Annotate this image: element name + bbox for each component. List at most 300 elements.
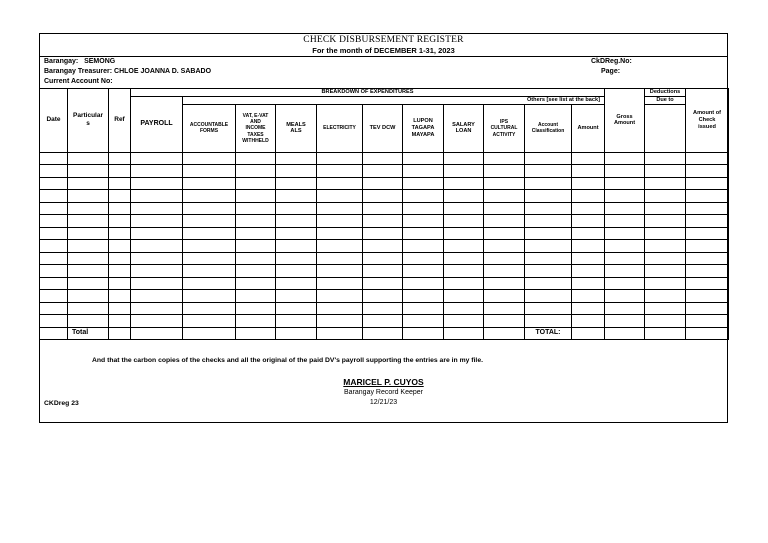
table-cell <box>444 152 484 165</box>
table-cell <box>236 240 276 253</box>
col-payroll-header: PAYROLL <box>131 96 183 152</box>
col-salary-loan-header: SALARY LOAN <box>444 104 484 152</box>
table-cell <box>605 190 645 203</box>
table-cell <box>183 252 236 265</box>
table-cell <box>40 277 68 290</box>
table-cell <box>183 177 236 190</box>
table-cell <box>484 265 525 278</box>
table-cell <box>605 202 645 215</box>
table-cell <box>645 277 686 290</box>
table-cell <box>363 277 403 290</box>
table-cell <box>444 190 484 203</box>
table-row <box>40 252 729 265</box>
table-cell <box>109 277 131 290</box>
table-cell <box>109 290 131 303</box>
table-cell <box>68 265 109 278</box>
table-cell <box>363 202 403 215</box>
table-cell <box>686 315 729 328</box>
table-cell <box>183 290 236 303</box>
table-cell <box>484 165 525 178</box>
table-cell <box>572 302 605 315</box>
total-cell <box>317 327 363 340</box>
table-cell <box>131 177 183 190</box>
table-cell <box>363 252 403 265</box>
table-cell <box>484 152 525 165</box>
table-cell <box>444 215 484 228</box>
table-cell <box>572 152 605 165</box>
table-cell <box>40 202 68 215</box>
table-cell <box>525 202 572 215</box>
table-cell <box>686 302 729 315</box>
col-vat-header: VAT, E-VAT AND INCOME TAXES WITHHELD <box>236 104 276 152</box>
table-cell <box>645 290 686 303</box>
table-cell <box>525 240 572 253</box>
table-cell <box>363 152 403 165</box>
table-cell <box>183 315 236 328</box>
table-cell <box>131 302 183 315</box>
due-to-header: Due to <box>645 96 686 104</box>
table-cell <box>444 265 484 278</box>
table-cell <box>317 152 363 165</box>
table-cell <box>484 252 525 265</box>
table-cell <box>686 265 729 278</box>
table-cell <box>572 277 605 290</box>
table-cell <box>68 302 109 315</box>
table-cell <box>363 227 403 240</box>
total-label: Total <box>68 327 109 340</box>
table-cell <box>484 277 525 290</box>
table-cell <box>40 252 68 265</box>
table-cell <box>572 165 605 178</box>
table-cell <box>686 227 729 240</box>
table-cell <box>317 190 363 203</box>
table-cell <box>317 290 363 303</box>
table-row <box>40 227 729 240</box>
table-cell <box>403 165 444 178</box>
table-cell <box>109 265 131 278</box>
table-cell <box>40 265 68 278</box>
table-cell <box>363 165 403 178</box>
table-cell <box>276 290 317 303</box>
table-cell <box>444 302 484 315</box>
total-cell <box>605 327 645 340</box>
table-cell <box>403 290 444 303</box>
table-cell <box>317 315 363 328</box>
table-cell <box>403 302 444 315</box>
table-cell <box>131 240 183 253</box>
table-cell <box>236 290 276 303</box>
table-cell <box>68 202 109 215</box>
table-cell <box>525 177 572 190</box>
table-cell <box>605 290 645 303</box>
table-cell <box>131 190 183 203</box>
table-cell <box>236 252 276 265</box>
table-cell <box>40 177 68 190</box>
col-account-classification-header: Account Classification <box>525 104 572 152</box>
table-cell <box>605 265 645 278</box>
total-cell <box>403 327 444 340</box>
table-cell <box>236 202 276 215</box>
table-row <box>40 215 729 228</box>
table-cell <box>686 215 729 228</box>
table-row <box>40 265 729 278</box>
table-cell <box>572 290 605 303</box>
others-header: Others [see list at the back] <box>183 96 605 104</box>
table-cell <box>572 315 605 328</box>
total-cell <box>444 327 484 340</box>
table-cell <box>525 227 572 240</box>
table-cell <box>68 240 109 253</box>
table-cell <box>444 240 484 253</box>
table-cell <box>605 227 645 240</box>
ckdreg-no-label: CkDReg.No: <box>591 58 632 65</box>
col-ref-header: Ref <box>109 89 131 153</box>
table-cell <box>40 190 68 203</box>
table-cell <box>68 252 109 265</box>
table-cell <box>317 252 363 265</box>
table-cell <box>317 265 363 278</box>
table-cell <box>317 177 363 190</box>
total-cell <box>645 327 686 340</box>
current-account-label: Current Account No: <box>44 78 113 85</box>
table-cell <box>363 315 403 328</box>
table-cell <box>317 215 363 228</box>
table-cell <box>40 227 68 240</box>
total-cell <box>236 327 276 340</box>
table-cell <box>109 165 131 178</box>
table-cell <box>605 165 645 178</box>
table-cell <box>572 215 605 228</box>
table-cell <box>686 290 729 303</box>
col-due-to-blank <box>645 104 686 152</box>
table-cell <box>403 177 444 190</box>
table-cell <box>276 252 317 265</box>
signature-date: 12/21/23 <box>369 399 398 406</box>
table-cell <box>363 302 403 315</box>
table-cell <box>276 215 317 228</box>
table-cell <box>484 227 525 240</box>
table-cell <box>363 190 403 203</box>
table-cell <box>183 265 236 278</box>
table-cell <box>363 177 403 190</box>
table-cell <box>131 277 183 290</box>
table-cell <box>109 177 131 190</box>
table-row <box>40 290 729 303</box>
total-cell <box>363 327 403 340</box>
table-cell <box>686 152 729 165</box>
table-cell <box>484 315 525 328</box>
table-cell <box>317 165 363 178</box>
total-cell <box>109 327 131 340</box>
table-cell <box>444 252 484 265</box>
table-row <box>40 277 729 290</box>
table-cell <box>183 152 236 165</box>
table-cell <box>68 190 109 203</box>
table-cell <box>403 202 444 215</box>
treasurer-label: Barangay Treasurer: <box>44 68 113 75</box>
table-row <box>40 190 729 203</box>
table-cell <box>40 215 68 228</box>
table-cell <box>131 265 183 278</box>
table-cell <box>131 152 183 165</box>
table-cell <box>484 177 525 190</box>
table-cell <box>276 190 317 203</box>
table-cell <box>686 252 729 265</box>
table-cell <box>236 227 276 240</box>
barangay-value: SEMONG <box>84 58 116 65</box>
table-cell <box>605 302 645 315</box>
table-cell <box>276 315 317 328</box>
table-cell <box>109 240 131 253</box>
table-row <box>40 165 729 178</box>
table-cell <box>525 252 572 265</box>
table-cell <box>236 265 276 278</box>
table-cell <box>444 165 484 178</box>
table-cell <box>40 302 68 315</box>
table-cell <box>605 240 645 253</box>
table-cell <box>525 165 572 178</box>
table-cell <box>183 190 236 203</box>
table-cell <box>525 215 572 228</box>
table-cell <box>276 240 317 253</box>
col-particulars-header: Particular s <box>68 89 109 153</box>
treasurer-line <box>44 68 211 75</box>
table-cell <box>40 290 68 303</box>
table-cell <box>686 240 729 253</box>
table-cell <box>109 302 131 315</box>
table-cell <box>645 240 686 253</box>
signatory-title: Barangay Record Keeper <box>344 389 423 396</box>
register-period: For the month of DECEMBER 1-31, 2023 <box>312 46 455 55</box>
table-cell <box>572 202 605 215</box>
table-cell <box>645 302 686 315</box>
table-cell <box>645 152 686 165</box>
table-row <box>40 302 729 315</box>
table-cell <box>645 215 686 228</box>
table-cell <box>444 202 484 215</box>
table-cell <box>686 190 729 203</box>
table-cell <box>109 315 131 328</box>
table-cell <box>183 302 236 315</box>
table-cell <box>645 165 686 178</box>
table-cell <box>236 215 276 228</box>
table-cell <box>645 202 686 215</box>
table-cell <box>363 290 403 303</box>
table-cell <box>276 227 317 240</box>
table-row <box>40 177 729 190</box>
table-cell <box>444 315 484 328</box>
table-cell <box>572 190 605 203</box>
table-cell <box>236 190 276 203</box>
table-cell <box>131 290 183 303</box>
table-cell <box>68 315 109 328</box>
table-cell <box>403 227 444 240</box>
table-cell <box>68 177 109 190</box>
table-cell <box>183 227 236 240</box>
table-cell <box>686 177 729 190</box>
table-cell <box>131 252 183 265</box>
table-cell <box>236 165 276 178</box>
col-lupon-header: LUPON TAGAPA MAYAPA <box>403 104 444 152</box>
table-cell <box>183 277 236 290</box>
form-code: CKDreg 23 <box>44 400 79 407</box>
table-cell <box>109 190 131 203</box>
table-cell <box>444 277 484 290</box>
col-ips-header: IPS CULTURAL ACTIVITY <box>484 104 525 152</box>
table-cell <box>183 165 236 178</box>
table-cell <box>525 152 572 165</box>
table-cell <box>572 240 605 253</box>
table-cell <box>317 277 363 290</box>
table-cell <box>40 152 68 165</box>
table-cell <box>525 315 572 328</box>
deductions-header: Deductions <box>645 89 686 97</box>
col-electricity-header: ELECTRICITY <box>317 104 363 152</box>
col-meals-header: MEALS ALS <box>276 104 317 152</box>
treasurer-value: CHLOE JOANNA D. SABADO <box>114 68 212 75</box>
table-cell <box>40 240 68 253</box>
table-cell <box>109 227 131 240</box>
total-cell <box>686 327 729 340</box>
table-cell <box>645 227 686 240</box>
table-cell <box>484 190 525 203</box>
col-accountable-forms-header: ACCOUNTABLE FORMS <box>183 104 236 152</box>
table-cell <box>276 152 317 165</box>
col-date-header: Date <box>40 89 68 153</box>
table-cell <box>40 165 68 178</box>
table-cell <box>131 165 183 178</box>
table-cell <box>484 290 525 303</box>
table-cell <box>572 265 605 278</box>
table-cell <box>131 215 183 228</box>
col-gross-amount-header: Gross Amount <box>605 89 645 153</box>
table-cell <box>525 290 572 303</box>
table-cell <box>276 202 317 215</box>
table-cell <box>363 240 403 253</box>
table-cell <box>236 315 276 328</box>
table-cell <box>317 227 363 240</box>
table-cell <box>131 227 183 240</box>
table-cell <box>645 177 686 190</box>
table-cell <box>403 215 444 228</box>
table-cell <box>317 240 363 253</box>
table-cell <box>276 265 317 278</box>
table-cell <box>484 202 525 215</box>
table-cell <box>572 177 605 190</box>
table-cell <box>363 215 403 228</box>
table-cell <box>131 315 183 328</box>
table-cell <box>605 152 645 165</box>
table-cell <box>645 315 686 328</box>
table-cell <box>317 302 363 315</box>
table-row <box>40 315 729 328</box>
table-cell <box>183 202 236 215</box>
breakdown-header: BREAKDOWN OF EXPENDITURES <box>131 89 605 97</box>
total-caps-label: TOTAL: <box>525 327 572 340</box>
table-cell <box>525 265 572 278</box>
table-cell <box>403 190 444 203</box>
table-row <box>40 240 729 253</box>
col-tev-header: TEV DCW <box>363 104 403 152</box>
table-cell <box>403 240 444 253</box>
table-cell <box>403 252 444 265</box>
table-cell <box>605 315 645 328</box>
total-cell <box>131 327 183 340</box>
table-cell <box>403 152 444 165</box>
table-cell <box>686 165 729 178</box>
table-cell <box>525 190 572 203</box>
total-cell <box>276 327 317 340</box>
table-cell <box>68 227 109 240</box>
table-cell <box>686 277 729 290</box>
register-table <box>39 88 729 340</box>
table-row <box>40 152 729 165</box>
table-cell <box>525 277 572 290</box>
col-amount-header: Amount <box>572 104 605 152</box>
table-cell <box>444 177 484 190</box>
table-cell <box>317 202 363 215</box>
table-cell <box>183 215 236 228</box>
total-row <box>40 327 729 340</box>
table-cell <box>183 240 236 253</box>
total-cell <box>183 327 236 340</box>
table-cell <box>40 315 68 328</box>
table-cell <box>572 227 605 240</box>
header-divider <box>40 56 727 57</box>
total-cell <box>40 327 68 340</box>
table-cell <box>68 152 109 165</box>
table-cell <box>276 277 317 290</box>
total-cell <box>572 327 605 340</box>
table-cell <box>484 215 525 228</box>
barangay-line <box>44 58 115 65</box>
total-cell <box>484 327 525 340</box>
table-cell <box>131 202 183 215</box>
table-cell <box>109 152 131 165</box>
barangay-label: Barangay: <box>44 58 79 65</box>
table-cell <box>572 252 605 265</box>
table-cell <box>276 165 317 178</box>
table-cell <box>484 240 525 253</box>
table-cell <box>403 265 444 278</box>
table-cell <box>236 302 276 315</box>
table-cell <box>645 265 686 278</box>
table-cell <box>68 277 109 290</box>
table-cell <box>109 215 131 228</box>
table-cell <box>605 215 645 228</box>
table-cell <box>525 302 572 315</box>
table-cell <box>236 277 276 290</box>
table-cell <box>68 215 109 228</box>
certification-statement: And that the carbon copies of the checks and all the original of the paid DV's payroll supporting the entries are in my file. <box>92 357 483 364</box>
register-title: CHECK DISBURSEMENT REGISTER <box>303 35 464 45</box>
table-cell <box>109 252 131 265</box>
table-cell <box>109 202 131 215</box>
table-cell <box>645 190 686 203</box>
col-amount-check-header: Amount of Check issued <box>686 89 729 153</box>
table-cell <box>363 265 403 278</box>
table-cell <box>605 277 645 290</box>
table-cell <box>645 252 686 265</box>
table-cell <box>403 315 444 328</box>
page-label: Page: <box>601 68 621 75</box>
table-cell <box>403 277 444 290</box>
register-sheet <box>39 33 728 423</box>
table-row <box>40 202 729 215</box>
table-cell <box>444 290 484 303</box>
table-cell <box>686 202 729 215</box>
table-cell <box>68 290 109 303</box>
